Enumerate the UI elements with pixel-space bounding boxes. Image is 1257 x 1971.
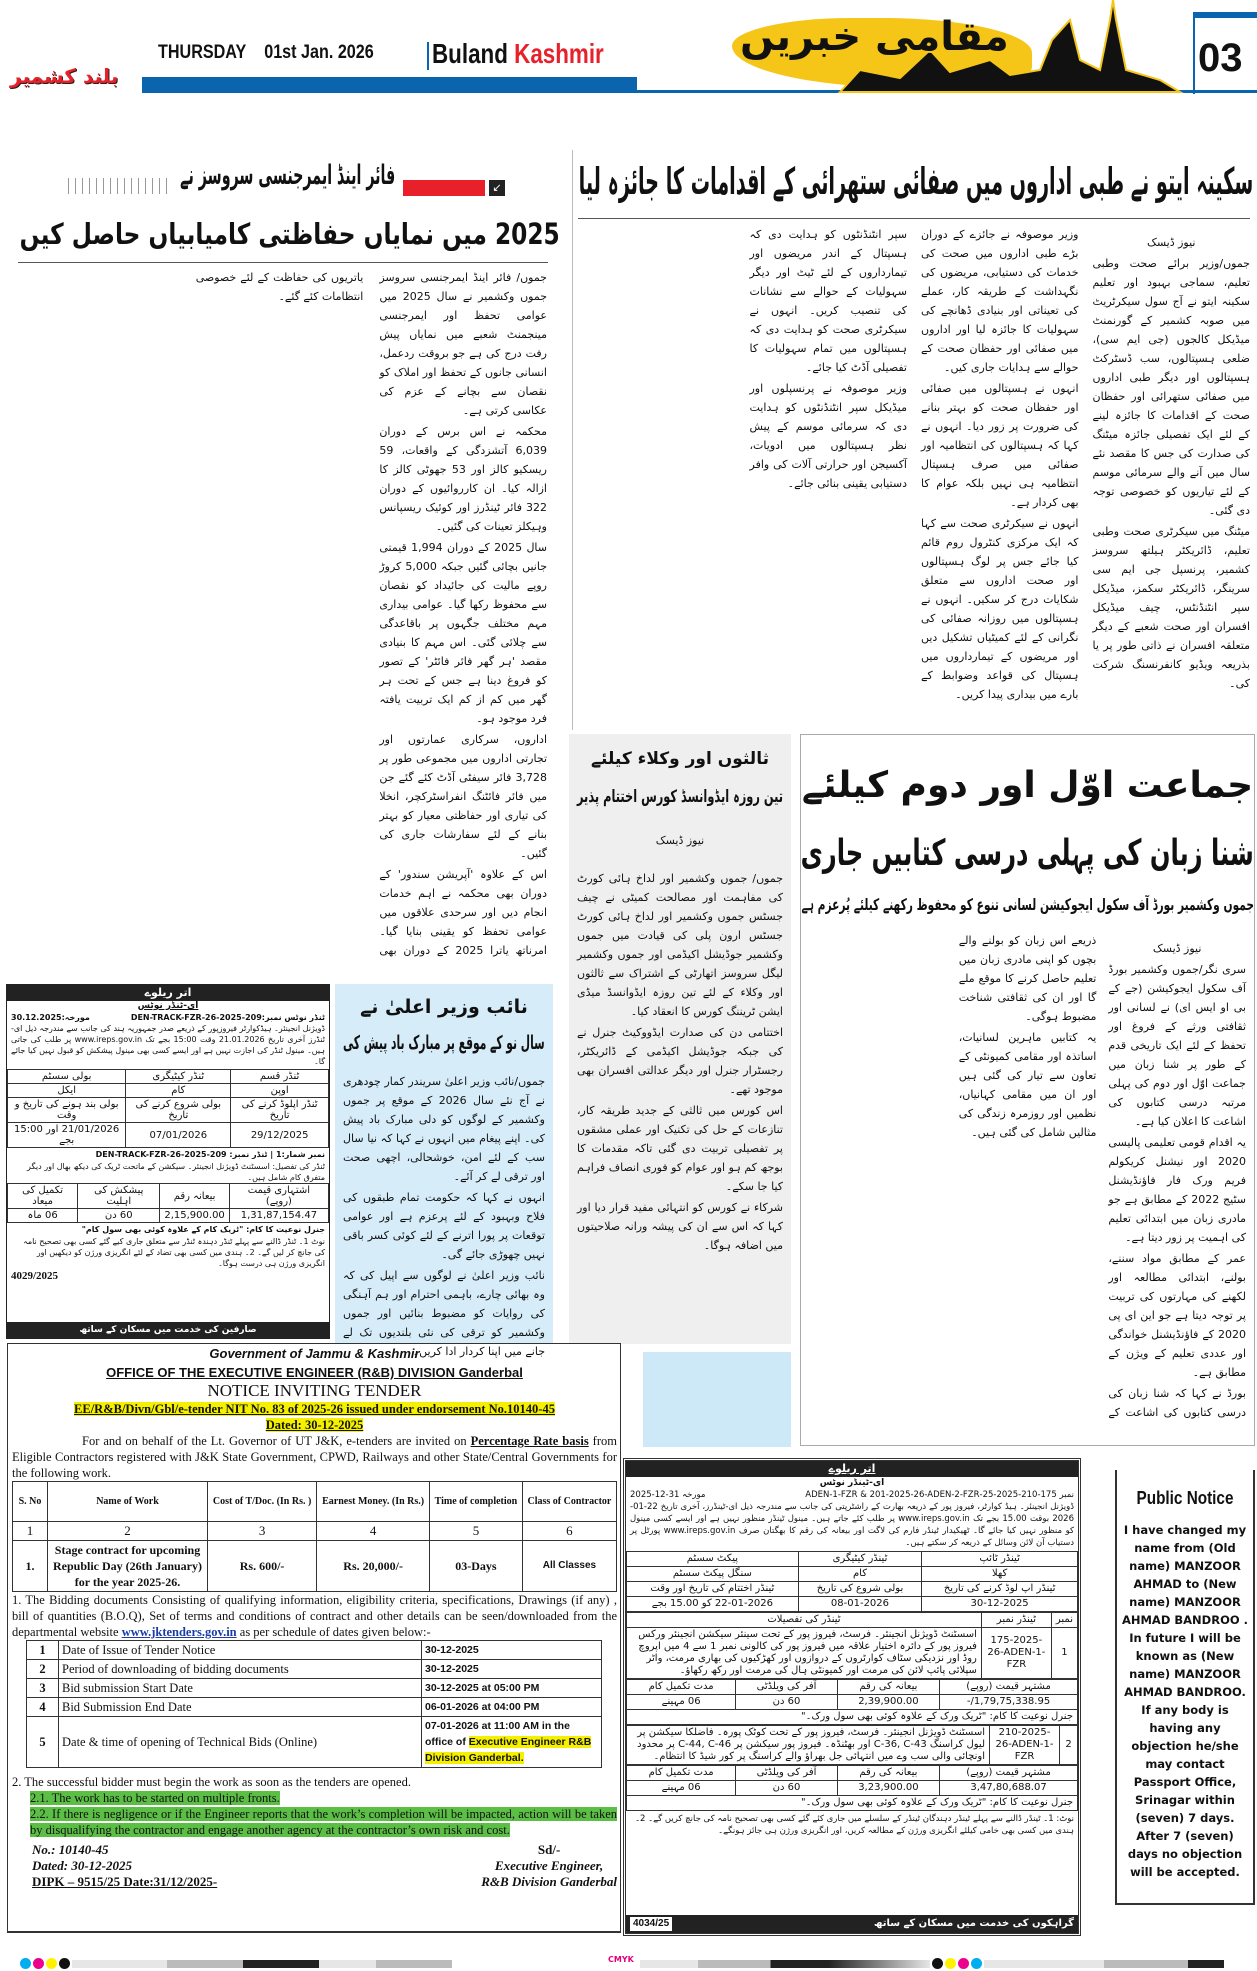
table-cell: ٹنڈر اپلوڈ کرنے کی تاریخ (231, 1098, 329, 1123)
table-cell: Date of Issue of Tender Notice (59, 1641, 422, 1660)
header-blue-bar (142, 77, 637, 93)
table-cell: Date & time of opening of Technical Bids (Online) (59, 1717, 422, 1768)
table-cell: ٹینڈر اپ لوڈ کرنے کی تاریخ (922, 1582, 1078, 1597)
table-cell: Class of Contractor (522, 1482, 616, 1522)
table-cell: Rs. 600/- (208, 1541, 317, 1592)
table-cell: کھلا (922, 1567, 1078, 1582)
paragraph: شرکاء نے کورس کو انتہائی مفید قرار دیا اور کہا کہ اس سے ان کی پیشہ ورانہ صلاحیتوں میں اضافہ ہوگا۔ (577, 1201, 783, 1252)
table-cell: 1. The Bidding documents Consisting of qualifying information, eligibility criteria, specifications, Drawings (if any) , bill of quantities (B.O.Q), Set of terms and conditions of contract and other details can be seen/downloaded from the departmental website (12, 1593, 617, 1639)
dateline: نیوز ڈیسک (1147, 236, 1196, 249)
table-cell: 5 (430, 1522, 523, 1541)
paragraph: اداروں، سرکاری عمارتوں اور تجارتی اداروں میں مجموعی طور پر 3,728 فائر سیفٹی آڈٹ کئے گئے جن میں فائر فائٹنگ انفراسٹرکچر، انخلا کی تیاری اور حفاظتی معیار کو بہتر بنانے کے لئے سفارشات جاری کی گئیں۔ (379, 733, 547, 860)
ad-org: اتر ریلوے (626, 1461, 1078, 1477)
ad-footer: گراہکوں کی خدمت میں مسکان کے ساتھ (873, 1918, 1074, 1929)
ad-grid (7, 1069, 329, 1148)
table-cell: Name of Work (48, 1482, 208, 1522)
table-cell: ایکل (8, 1084, 126, 1098)
table-cell: Bid submission Start Date (59, 1679, 422, 1698)
dateline: نیوز ڈیسک (655, 834, 705, 847)
date-line (158, 42, 374, 64)
tender-date: 31-12-2025 (630, 1490, 680, 1500)
article-naib-headline-1 (343, 996, 545, 1024)
table-cell: تکمیل کی میعاد (8, 1184, 78, 1209)
label: ٹنڈر نوٹس نمبر: (261, 1013, 325, 1022)
table-cell: اسسٹنٹ ڈویژنل انجینئر۔ فرسٹ، فیروز پور کے تحت کوٹک پورہ۔ فاضلکا سیکشن پر لیول کراسنگ C-36, C-43 اور بھٹنڈہ۔ فیروز پور سیکشن پر C-44, C-46 پر محدود اونچائی والی سب وے میں انتہائی جل بھراؤ والے کراسنگ پر کور شیڈ کا انتظام۔ (627, 1726, 990, 1765)
cost-table (626, 1679, 1078, 1725)
signatory: Executive Engineer, (494, 1858, 604, 1873)
red-bar (403, 180, 485, 196)
table-cell: 30-12-2025 at 05:00 PM (422, 1679, 602, 1698)
table-cell: بیعانہ کی رقم (837, 1766, 939, 1781)
headline-text: تین روزہ ایڈوانسڈ کورس اختتام پذیر (576, 787, 784, 807)
article-shina-subheadline (801, 895, 1254, 919)
table-cell: 2 (27, 1660, 59, 1679)
table-cell: نمبر (1051, 1613, 1077, 1628)
headline-text: سکینہ ایتو نے طبی اداروں میں صفائی ستھرائی کے اقدامات کا جائزہ لیا (578, 160, 1253, 203)
paper-logo: بلند کشمیر (10, 64, 119, 88)
divider (578, 218, 1250, 219)
table-cell: S. No (13, 1482, 48, 1522)
table-cell: ٹینڈر کیٹیگری (798, 1552, 921, 1567)
table-cell: ٹینڈر اختتام کی تاریخ اور وقت (627, 1582, 799, 1597)
cost-table (626, 1765, 1078, 1811)
signatory-division: R&B Division Ganderbal (481, 1874, 617, 1889)
website-link[interactable]: www.jktenders.gov.in (121, 1625, 237, 1639)
table-cell: Percentage Rate basis (470, 1434, 589, 1448)
label: نمبر (1059, 1490, 1074, 1500)
table-cell: 1 (1051, 1628, 1077, 1679)
table-cell: 30-12-2025 (422, 1660, 602, 1679)
headline-text: سال نو کے موقع پر مبارک باد پیش کی (343, 1032, 545, 1054)
nit-number: EE/R&B/Divn/Gbl/e-tender NIT No. 83 of 2025-26 issued under endorsement No.10140-45 (74, 1402, 555, 1416)
table-cell: Time of completion (430, 1482, 523, 1522)
railway-ad-1: اتر ریلوے ای-ٹنڈر نوٹس ٹنڈر نوٹس نمبر:209-2025-26-DEN-TRACK-FZR مورخہ:30.12.2025 ڈویژنل انجینئر۔ ہیڈکوارٹر فیروزپور کے ذریعے صدر جمہوریہ ہند کی جانب سے مندرجہ ذیل ای-ٹنڈرز آخری تاریخ 21.01.2026 وقت 15:00 بجے تک www.ireps.gov.in پر طلب کی جاتی ہیں۔ مینول ٹنڈر کی اجازت نہیں ہے اور ایسے کسی بھی مینول پیشکش کو قبول نہیں کیا جائے گا۔ ٹنڈر قسم ٹنڈر کیٹیگری بولی سسٹم اوپن کام ایکل ٹنڈر اپلوڈ کرنے کی تاریخ بولی شروع کرنے کی تاریخ بولی بند ہونے کی تاریخ و وقت 29/12/2025 07/01/2026 21/01/2026 اور 15:00 بجے نمبر شمار:1 | ٹنڈر نمبر: 209-2025-26-DEN-TRACK-FZR ٹنڈر کی تفصیل: اسسٹنٹ ڈویژنل انجینئر۔ سیکشن کے ماتحت ٹریک کی دیکھ بھال اور دیگر متفرق کام شامل ہیں۔ اشتہاری قیمت (روپے) بیعانہ رقم پیشکش کی اہلیت تکمیل کی میعاد 1,31,87,154.47 2,15,900.00 60 دن 06 ماہ جنرل نوعیت کا کام: "ٹریک کام کے علاوہ کوئی بھی سول کام" نوٹ 1۔ ٹنڈر ڈالنے سے پہلے ٹنڈر دہندہ ٹنڈر سے متعلق جاری کیے گئے کسی بھی تصحیح نامہ کی جانچ کر لیں گے۔ 2۔ ہندی میں کسی بھی تضاد کے لئے انگریزی ورژن کو دیکھیں اور انگریزی ورژن ہی درست ہوگا۔ 4029/2025 صارفین کی خدمت میں مسکان کے ساتھ (6, 984, 330, 1339)
notice-title: NOTICE INVITING TENDER (207, 1381, 422, 1400)
date: 01st Jan. 2026 (264, 42, 374, 63)
public-notice-title: Public Notice (1136, 1488, 1234, 1508)
table-cell: Cost of T/Doc. (In Rs. ) (208, 1482, 317, 1522)
para-2-2: 2.2. If there is negligence or if the Engineer reports that the work’s completion will be impacted, action will be taken by disqualifying the contractor and engage another agency at the contractor’s own risk and cost. (30, 1807, 617, 1837)
paragraph: انہوں نے ہسپتالوں میں صفائی اور حفظان صحت کو بہتر بنانے کی ضرورت پر زور دیا۔ انہوں نے کہا کہ ہسپتالوں کی انتظامیہ اور صفائی میں صرف ہسپتال انتظامیہ ہی نہیں بلکہ عوام کا بھی کردار ہے۔ (921, 382, 1079, 509)
ad-ref: 4034/25 (630, 1917, 672, 1931)
public-notice (1115, 1470, 1255, 1905)
detail-table (626, 1725, 1078, 1765)
para-2: 2. The successful bidder must begin the work as soon as the tenders are opened. (12, 1775, 411, 1789)
table-cell: بولی شروع کی تاریخ (798, 1582, 921, 1597)
table-cell: کام (126, 1084, 231, 1098)
table-cell: بولی بند ہونے کی تاریخ و وقت (8, 1098, 126, 1123)
paragraph: عمر کے مطابق مواد سننے، بولنے، ابتدائی مطالعہ اور لکھنے کی مہارتوں کی تربیت پر توجہ دیتا ہے جو این ای پی 2020 کے فاؤنڈیشنل خواندگی اور عددی تعلیم کے ویژن کے مطابق ہے۔ (1108, 1252, 1246, 1379)
table-cell: 21/01/2026 اور 15:00 بجے (8, 1123, 126, 1148)
ad-org: اتر ریلوے (7, 985, 329, 1001)
table-cell: 1 (27, 1641, 59, 1660)
paragraph: یہ اقدام قومی تعلیمی پالیسی 2020 اور نیشنل کریکولم فریم ورک فار فاؤنڈیشنل سٹیج 2022 کے مطابق ہے جو مادری زبان میں ابتدائی تعلیم کی اہمیت پر زور دیتا ہے۔ (1108, 1136, 1247, 1244)
table-cell: For and on behalf of the Lt. Governor of UT J&K, e-tenders are invited on (82, 1434, 471, 1448)
table-cell: 29/12/2025 (231, 1123, 329, 1148)
dipk-number: DIPK – 9515/25 Date:31/12/2025- (32, 1874, 218, 1889)
headline-text: نائب وزیر اعلیٰ نے (360, 996, 528, 1018)
ad-body: ڈویژنل انجینئر۔ ہیڈ کوارٹر، فیروز پور کے ذریعہ بھارت کے راشٹرپتی کی جانب سے مندرجہ ذیل ای-ٹینڈرز، آخری تاریخ 22-01-2026 بوقت 15.00 بجے تک www.ireps.gov.in پر طلب کئے جاتے ہیں۔ مینول ٹینڈر منظور نہیں ہے اور ایسے کسی مینول کو منظور نہیں کیا جائے گا۔ ٹھیکیدار ٹینڈر فارم کی لاگت اور بیعانہ کی رقم کا بھگتان صرف www.ireps.gov.in پورٹل پر دستیاب آن لائن وسائل کے ذریعہ کر سکتے ہیں۔ (630, 1502, 1075, 1548)
divider (18, 262, 548, 263)
article-shina-headline-2 (801, 833, 1254, 883)
ad-title: ای-ٹینڈر نوٹس (819, 1478, 885, 1488)
paper-name-2: Kashmir (514, 38, 604, 69)
item-label: نمبر شمار:1 (275, 1150, 325, 1159)
signature: Sd/- (537, 1842, 561, 1857)
table-cell: 30-12-2025 (922, 1597, 1078, 1612)
paragraph: سال 2025 کے دوران 1,994 قیمتی جانیں بچائی گئیں جبکہ 5,000 کروڑ روپے مالیت کی جائیداد کو نقصان سے محفوظ رکھا گیا۔ عوامی بیداری مہم مختلف جگہوں پر باقاعدگی سے چلائی گئی۔ اس مہم کا بنیادی مقصد 'ہر گھر فائر فائٹر' کے تصور کو فروغ دینا ہے جس کے تحت ہر گھر میں کم از کم ایک تربیت یافتہ فرد موجود ہو۔ (379, 541, 548, 725)
table-cell: اسسٹنٹ ڈویژنل انجینئر۔ فرسٹ، فیروز پور کے تحت سینئر سیکشن انجینئر ورکس فیروز پور کے دائرہ اختیار علاقہ میں فیروز پور کی کالونی نمبر 1 سے 4 میں اپروچ روڈ اور نزدیکی سٹاف کوارٹروں کے دروازوں اور کھڑکیوں کی بھاری مرمت، واٹر سپلائی پائپ لائن کی مرمت اور کمیونٹی ہال کی مرمت اور رکھ رکھاؤ۔ (627, 1628, 982, 1679)
table-cell: ٹینڈر نمبر (981, 1613, 1051, 1628)
table-cell: 2 (1060, 1726, 1078, 1765)
table-cell: 2,39,900.00 (837, 1695, 939, 1710)
paragraph: انہوں نے کہا کہ حکومت تمام طبقوں کی فلاح وبہبود کے لئے پرعزم ہے اور عوامی توقعات پر پورا اترنے کے لئے کوئی کسر باقی نہیں چھوڑی جائے گی۔ (343, 1191, 545, 1261)
article-thaltoun-headline-1 (577, 748, 783, 774)
table-cell: 1,31,87,154.47 (229, 1209, 328, 1223)
blue-ad-placeholder (643, 1352, 791, 1447)
tender-number: 209-2025-26-DEN-TRACK-FZR (130, 1013, 262, 1022)
table-cell: 4 (317, 1522, 430, 1541)
table-cell: مشتہر قیمت (روپے) (940, 1766, 1078, 1781)
table-cell: 1 (13, 1522, 48, 1541)
article-shina-body (809, 931, 1246, 1431)
table-cell: سنگل پیکٹ سسٹم (627, 1567, 799, 1582)
table-cell: اوپن (231, 1084, 329, 1098)
table-cell: 3,23,900.00 (837, 1781, 939, 1796)
tender-number: 175-210-2025-25-ADEN-1-FZR & 201-2025-26-ADEN-2-FZR (805, 1490, 1057, 1500)
headline-text: جماعت اوّل اور دوم کیلئے (801, 765, 1254, 806)
table-cell: 6 (522, 1522, 616, 1541)
ad-ref: 4029/2025 (11, 1270, 59, 1282)
table-cell: 60 دن (78, 1209, 160, 1223)
table-cell: 2,15,900.00 (160, 1209, 229, 1223)
cost-grid (7, 1183, 329, 1223)
table-cell: 1,79,75,338.95/- (940, 1695, 1078, 1710)
table-cell: Executive Engineer R&B Division Ganderbal. (425, 1736, 592, 1764)
table-cell: آفر کی ویلڈٹی (736, 1766, 837, 1781)
article-shina (800, 734, 1255, 1446)
public-notice-body: I have changed my name from (Old name) MANZOOR AHMAD to (New name) MANZOOR AHMAD BANDROO . In future I will be known as (New name) MANZOOR AHMAD BANDROO. If any body is having any objection he/she may contact Passport Office, Srinagar within (seven) 7 days. After 7 (seven) days no objection will be accepted. (1121, 1523, 1249, 1879)
table-cell: 07-01-2026 at 11:00 AM in the office of (425, 1720, 570, 1748)
day: THURSDAY (158, 42, 247, 63)
paragraph: جموں/ فائر اینڈ ایمرجنسی سروسز جموں وکشمیر نے سال 2025 میں عوامی تحفظ اور ایمرجنسی مینجمنٹ شعبے میں نمایاں پیش رفت درج کی ہے جو بروقت ردعمل، انسانی جانوں کے تحفظ اور املاک کو نقصان سے بچانے کے عزم کی عکاسی کرتی ہے۔ (379, 271, 547, 417)
article-thaltoun-headline-2 (577, 786, 783, 812)
paragraph: انہوں نے سیکرٹری صحت سے کہا کہ ایک مرکزی کنٹرول روم قائم کیا جائے جس پر لوگ ہسپتالوں اور صحت اداروں سے متعلق شکایات درج کر سکیں۔ انہوں نے ہسپتالوں میں روزانہ صفائی کی نگرانی کے لئے کمیٹیاں تشکیل دیں اور مریضوں کے تیمارداروں میں ہسپتال کی قواعد وضوابط کے بارے میں بیداری پیدا کریں۔ (921, 517, 1079, 701)
section-title: مقامی خبریں (740, 14, 1009, 60)
table-cell: آفر کی ویلڈٹی (736, 1680, 837, 1695)
table-cell: 07/01/2026 (126, 1123, 231, 1148)
gov-title: Government of Jammu & Kashmir (209, 1346, 420, 1361)
table-cell: 3,47,80,688.07 (940, 1781, 1078, 1796)
ref-date: Dated: 30-12-2025 (32, 1858, 133, 1873)
cmyk-label: CMYK (608, 1955, 634, 1964)
ref-number: No.: 10140-45 (32, 1842, 109, 1857)
table-cell: 2 (48, 1522, 208, 1541)
table-cell: All Classes (522, 1541, 616, 1592)
paragraph: سری نگر/جموں وکشمیر بورڈ آف سکول ایجوکیشن (جے کے بی او ایس ای) نے لسانی اور ثقافتی ورثے کے فروغ اور تحفظ کے لئے ایک تاریخی قدم کے طور پر شنا زبان میں جماعت اوّل اور دوم کی پہلی مرتبہ درسی کتابوں کی اشاعت کا اعلان کیا ہے۔ (1108, 963, 1246, 1128)
article-naib-body (343, 1072, 545, 1358)
article-shina-headline-1 (801, 765, 1254, 815)
print-color-marks (20, 1958, 452, 1969)
table-cell: ٹینڈر کی تفصیلات (627, 1613, 982, 1628)
table-cell: جنرل نوعیت کا کام: "ٹریک ورک کے علاوہ کوئی بھی سول ورک۔" (627, 1796, 1078, 1811)
table-cell: بیعانہ رقم (160, 1184, 229, 1209)
table-cell: پیشکش کی اہلیت (78, 1184, 160, 1209)
article-thaltoun-body (577, 869, 783, 1319)
table-cell: 06-01-2026 at 04:00 PM (422, 1698, 602, 1717)
office-title: OFFICE OF THE EXECUTIVE ENGINEER (R&B) DIVISION Ganderbal (106, 1365, 523, 1380)
table-cell: 1. (13, 1541, 48, 1592)
paragraph: وزیر موصوفہ نے پرنسپلوں اور میڈیکل سپر انٹنڈنٹوں کو ہدایت دی کہ سرمائی موسم کے پیش نظر ہسپتالوں میں ادویات، آکسیجن اور حرارتی آلات کی وافر دستیابی یقینی بنائی جائے۔ (749, 382, 907, 490)
paragraph: بورڈ نے کہا کہ شنا زبان کی درسی کتابوں کی اشاعت کے ذریعے اس زبان کو بولنے والے بچوں کو اپنی مادری زبان میں تعلیم حاصل کرنے کا موقع ملے گا اور ان کی ثقافتی شناخت مضبوط ہوگی۔ (958, 934, 1246, 1419)
table-cell: 210-2025-26-ADEN-1-FZR (990, 1726, 1060, 1765)
headline-text: ثالثوں اور وکلاء کیلئے (591, 749, 769, 769)
table-cell: بیعانہ کی رقم (837, 1680, 939, 1695)
headline-text: فائر اینڈ ایمرجنسی سروسز نے (179, 160, 396, 191)
paragraph: وزیر موصوفہ نے جائزے کے دوران بڑے طبی اداروں میں صحت کی خدمات کی دستیابی، مریضوں کی نگہداشت کے طریقہ کار، عملے کی تعیناتی اور بنیادی ڈھانچے کی سہولیات کا جائزہ لیا اور اداروں میں صفائی اور حفظان صحت کے حوالے سے ہدایات جاری کیں۔ (921, 228, 1079, 374)
detail-table (626, 1612, 1078, 1679)
table-cell: 03-Days (430, 1541, 523, 1592)
table-cell: مدت تکمیل کام (627, 1766, 736, 1781)
table-cell: Stage contract for upcoming Republic Day (26th January) for the year 2025-26. (48, 1541, 208, 1592)
table-cell: 30-12-2025 (422, 1641, 602, 1660)
divider (427, 42, 429, 70)
table-cell: بولی سسٹم (8, 1070, 126, 1084)
schedule-table (26, 1640, 602, 1768)
tender-notice (7, 1343, 621, 1933)
table-cell: کام (798, 1567, 921, 1582)
table-cell: as per schedule of dates given below:- (236, 1625, 431, 1639)
paragraph: جموں/وزیر برائے صحت وطبی تعلیم، سماجی بہبود اور تعلیم سکینہ ایتو نے آج سول سیکرٹریٹ میں صوبہ کشمیر کے گورنمنٹ میڈیکل کالجوں (جی ایم سی)، ضلعی ہسپتالوں، سب ڈسٹرکٹ ہسپتالوں اور دیگر طبی اداروں میں صفائی ستھرائی اور حفظان صحت کے اقدامات کا جائزہ لینے کے لئے ایک تفصیلی جائزہ میٹنگ کی صدارت کی جس کا مقصد نئے سال میں آنے والے سرمائی موسم کے لئے تیاریوں کو خصوصی توجہ دی گئی۔ (1092, 257, 1250, 517)
table-cell: 5 (27, 1717, 59, 1768)
item-tender: ٹنڈر نمبر: 209-2025-26-DEN-TRACK-FZR (95, 1150, 268, 1159)
table-cell: Rs. 20,000/- (317, 1541, 430, 1592)
table-cell: ٹینڈر ٹائپ (922, 1552, 1078, 1567)
item-detail: ٹنڈر کی تفصیل: اسسٹنٹ ڈویژنل انجینئر۔ سیکشن کے ماتحت ٹریک کی دیکھ بھال اور دیگر متفرق کام شامل ہیں۔ (27, 1162, 325, 1182)
arrow-icon: ↙ (489, 180, 505, 196)
paragraph: نائب وزیر اعلیٰ نے لوگوں سے اپیل کی کہ وہ بھائی چارے، باہمی احترام اور ہم آہنگی کی روایات کو مضبوط بنائیں اور جموں وکشمیر کو ترقی کی نئی بلندیوں تک لے جانے میں اپنا کردار ادا کریں۔ (343, 1269, 545, 1358)
paragraph: میٹنگ میں سیکرٹری صحت وطبی تعلیم، ڈائریکٹر ہیلتھ سروسز کشمیر، پرنسپل جی ایم سی سرینگر، ڈائریکٹر سکمز، میڈیکل سپر انٹنڈنٹس، چیف میڈیکل افسران اور صحت شعبے کے دیگر متعلقہ افسران نے ذاتی طور پر یا بذریعہ ویڈیو کانفرنسنگ شرکت کی۔ (1092, 525, 1250, 690)
nit-date: Dated: 30-12-2025 (265, 1418, 364, 1432)
ad-footer: صارفین کی خدمت میں مسکان کے ساتھ (7, 1322, 329, 1338)
article-thaltoun (569, 734, 791, 1344)
table-cell: مدت تکمیل کام (627, 1680, 736, 1695)
paragraph: محکمہ نے اس برس کے دوران 6,039 آتشزدگی کے واقعات، 59 ریسکیو کالز اور 53 جھوٹی کالز کا ازالہ کیا۔ ان کارروائیوں کے دوران 322 فائر ٹینڈرز اور کوئیک ریسپانس وہیکلز تعینات کی گئیں۔ (379, 425, 547, 533)
table-cell: ٹنڈر قسم (231, 1070, 329, 1084)
article-naib-headline-2 (343, 1032, 545, 1060)
para-1 (12, 1592, 617, 1640)
paper-name (432, 38, 604, 70)
table-cell: Bid Submission End Date (59, 1698, 422, 1717)
ad-grid (626, 1551, 1078, 1612)
headline-text: شنا زبان کی پہلی درسی کتابیں جاری (800, 833, 1255, 874)
headline-text: 2025 میں نمایاں حفاظتی کامیابیاں حاصل کیں (19, 217, 561, 251)
table-cell: بولی شروع کرنے کی تاریخ (126, 1098, 231, 1123)
table-cell: 06 ماہ (8, 1209, 78, 1223)
column-divider (572, 150, 573, 730)
paragraph: اس کے علاوہ 'آپریشن سندور' کے دوران بھی محکمہ نے اہم خدمات انجام دیں اور سرحدی علاقوں میں عوامی تحفظ کو یقینی بنایا گیا۔ امرناتھ یاترا 2025 کے دوران بھی یاتریوں کی حفاظت کے لئے خصوصی انتظامات کئے گئے۔ (195, 271, 547, 957)
table-cell: 06 مہینے (627, 1781, 736, 1796)
table-cell: 06 مہینے (627, 1695, 736, 1710)
table-cell: 3 (208, 1522, 317, 1541)
table-cell: ٹنڈر کیٹیگری (126, 1070, 231, 1084)
article-fire-headline-2 (20, 212, 560, 256)
tick-marks (68, 178, 168, 194)
paragraph: اس کورس میں ثالثی کے جدید طریقہ کار، تنازعات کے حل کی تکنیک اور عملی مشقوں پر تفصیلی تربیت دی گئی تاکہ مقدمات کا بوجھ کم ہو اور عوام کو فوری انصاف فراہم کیا جا سکے۔ (577, 1104, 783, 1193)
intro (12, 1433, 617, 1481)
table-cell: مشتہر قیمت (روپے) (940, 1680, 1078, 1695)
table-cell: 60 دن (736, 1781, 837, 1796)
table-cell: 08-01-2026 (798, 1597, 921, 1612)
table-cell: 4 (27, 1698, 59, 1717)
paragraph: یہ کتابیں ماہرین لسانیات، اساتذہ اور مقامی کمیونٹی کے تعاون سے تیار کی گئی ہیں اور ان میں مقامی کہانیاں، نظمیں اور روزمرہ زندگی کی مثالیں شامل کی گئی ہیں۔ (958, 1031, 1097, 1139)
general-nature: جنرل نوعیت کا کام: "ٹریک کام کے علاوہ کوئی بھی سول کام" (81, 1225, 325, 1234)
table-cell: جنرل نوعیت کا کام: "ٹریک ورک کے علاوہ کوئی بھی سول ورک۔" (627, 1710, 1078, 1725)
paragraph: اختتامی دن کی صدارت ایڈووکیٹ جنرل نے کی جبکہ جوڈیشل اکیڈمی کے ڈائریکٹر، رجسٹرار جنرل اور دیگر عدالتی افسران بھی موجود تھے۔ (577, 1026, 783, 1096)
article-naib (335, 984, 553, 1358)
table-cell: 22-01-2026 کو 15.00 بجے (627, 1597, 799, 1612)
table-cell: پیکٹ سسٹم (627, 1552, 799, 1567)
article-fire-body (12, 268, 547, 968)
label: مورخہ (682, 1490, 706, 1500)
para-2-1: 2.1. The work has to be started on multiple fronts. (30, 1791, 280, 1805)
table-cell: اشتہاری قیمت (روپے) (229, 1184, 328, 1209)
table-cell: 175-2025-26-ADEN-1-FZR (981, 1628, 1051, 1679)
table-cell: 60 دن (736, 1695, 837, 1710)
label: مورخہ: (61, 1013, 90, 1022)
paragraph: جموں/نائب وزیر اعلیٰ سریندر کمار چودھری نے آج نئے سال 2026 کے موقع پر جموں وکشمیر کے لوگوں کو دلی مبارک باد پیش کی۔ اپنے پیغام میں انہوں نے کہا کہ نیا سال سب کے لئے امن، خوشحالی، اچھی صحت اور ترقی لے کر آئے۔ (343, 1075, 545, 1183)
paper-name-1: Buland (432, 38, 508, 69)
dateline: نیوز ڈیسک (1152, 942, 1202, 955)
table-cell: Period of downloading of bidding documents (59, 1660, 422, 1679)
paragraph: سپر انٹنڈنٹوں کو ہدایت دی کہ ہسپتال کے اندر مریضوں اور تیمارداروں کے لئے ٹیٹ اور دیگر سہولیات کے حوالے سے نشانات کی تنصیب کریں۔ انہوں نے سیکرٹری صحت کو ہدایت دی کہ ہسپتالوں میں تمام سہولیات کا تفصیلی آڈٹ کیا جائے۔ (749, 228, 907, 374)
table-cell: 3 (27, 1679, 59, 1698)
headline-text: جموں وکشمیر بورڈ آف سکول ایجوکیشن لسانی تنوع کو محفوظ رکھنے کیلئے پُرعزم ہے (801, 895, 1254, 914)
article-itoo-headline (578, 152, 1253, 212)
table-cell: Earnest Money. (In Rs.) (317, 1482, 430, 1522)
railway-ad-2 (623, 1458, 1081, 1936)
table-cell: from Eligible Contractors registered with J&K State Government, CPWD, Railways and other State/Central Governments for the following work. (12, 1434, 617, 1480)
ad-note: نوٹ 1۔ ٹنڈر ڈالنے سے پہلے ٹنڈر دہندہ ٹنڈر سے متعلق جاری کیے گئے کسی بھی تصحیح نامہ کی جانچ کر لیں گے۔ 2۔ ہندی میں کسی بھی تضاد کے لئے انگریزی ورژن کو دیکھیں اور انگریزی ورژن ہی درست ہوگا۔ (23, 1237, 325, 1268)
ad-body: ڈویژنل انجینئر۔ ہیڈکوارٹر فیروزپور کے ذریعے صدر جمہوریہ ہند کی جانب سے مندرجہ ذیل ای-ٹنڈرز آخری تاریخ 21.01.2026 وقت 15:00 بجے تک www.ireps.gov.in پر طلب کی جاتی ہیں۔ مینول ٹنڈر کی اجازت نہیں ہے اور ایسے کسی بھی مینول پیشکش کو قبول نہیں کیا جائے گا۔ (11, 1024, 326, 1066)
page-number: 03 (1198, 36, 1243, 80)
article-fire-headline-1 (180, 160, 395, 200)
ad-title: ای-ٹنڈر نوٹس (137, 1001, 199, 1011)
article-itoo-body (578, 225, 1250, 725)
paragraph: جموں/ جموں وکشمیر اور لداخ ہائی کورٹ کی مفاہمت اور مصالحت کمیٹی نے چیف جسٹس جموں وکشمیر اور لداخ ہائی کورٹ جسٹس ارون پلی کی قیادت میں جموں وکشمیر جوڈیشل اکیڈمی اور جموں وکشمیر لیگل سروسز اتھارٹی کے اشتراک سے ثالثوں اور وکلاء کے لئے تین روزہ ایڈوانسڈ میڈی ایشن ٹریننگ کورس کا انعقاد کیا۔ (577, 872, 783, 1018)
tender-date: 30.12.2025 (11, 1013, 62, 1022)
work-table (12, 1481, 617, 1592)
ad-note: نوٹ: 1۔ ٹینڈر ڈالنے سے پہلے ٹینڈر دہندگان ٹینڈر کے سلسلے میں جاری کئے گئے کسی بھی تصحیح نامہ کی جانچ کریں گے۔ 2۔ ہندی میں کسی بھی خامی کیلئے انگریزی ورژن کے مطالعہ کریں، اور انگریزی ورژن ہی جائز ہونگے۔ (635, 1814, 1074, 1836)
print-color-marks (640, 1958, 1224, 1969)
